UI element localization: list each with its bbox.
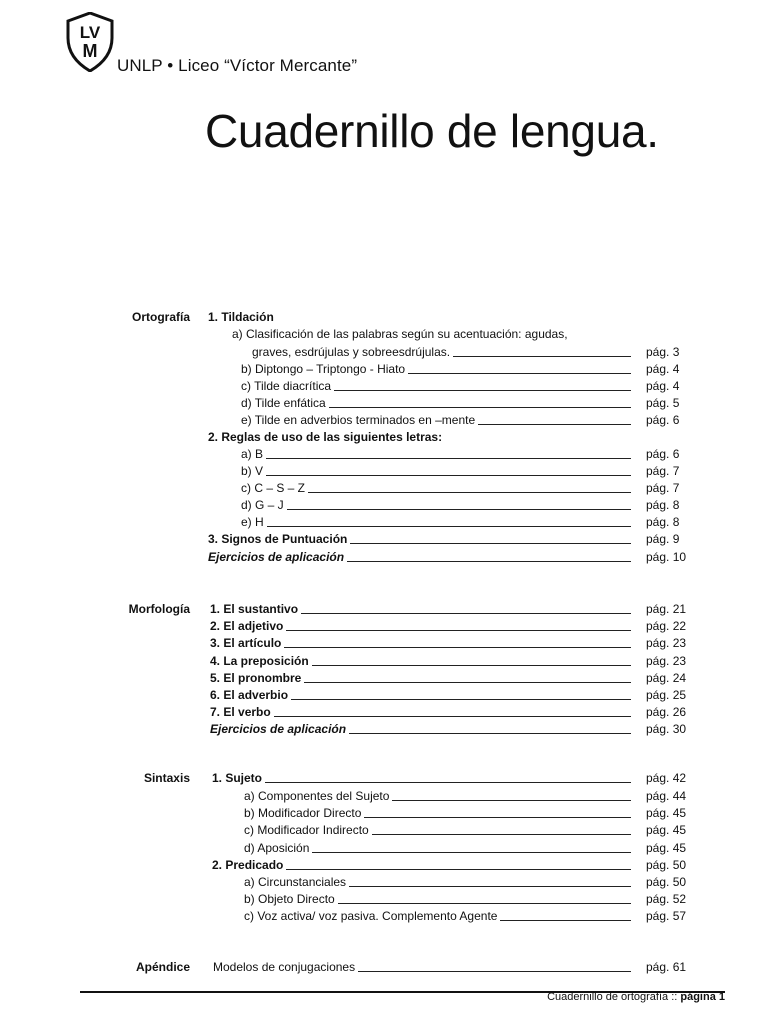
toc-entry-page: pág. 10 bbox=[646, 550, 687, 564]
toc-entry-title: graves, esdrújulas y sobreesdrújulas. bbox=[252, 345, 453, 360]
toc-entry-page: pág. 8 bbox=[646, 498, 680, 512]
toc-entry bbox=[0, 806, 768, 822]
toc-entry bbox=[0, 327, 768, 343]
toc-entry bbox=[0, 789, 768, 805]
dot-leader-line bbox=[241, 509, 631, 510]
toc-entry-page: pág. 50 bbox=[646, 875, 687, 889]
section-label: Sintaxis bbox=[143, 771, 190, 785]
toc-entry-title: 2. Predicado bbox=[212, 858, 286, 873]
toc-entry-page: pág. 8 bbox=[646, 515, 680, 529]
toc-entry-title: d) Tilde enfática bbox=[241, 396, 329, 411]
toc-entry-title: 2. Reglas de uso de las siguientes letras: bbox=[208, 430, 445, 445]
toc-entry-page: pág. 5 bbox=[646, 396, 680, 410]
toc-entry-title: 1. Tildación bbox=[208, 310, 277, 325]
toc-entry-title: c) Voz activa/ voz pasiva. Complemento Agente bbox=[244, 909, 500, 924]
toc-entry bbox=[0, 550, 768, 566]
section-label: Apéndice bbox=[135, 960, 190, 974]
toc-entry bbox=[0, 771, 768, 787]
dot-leader-line bbox=[241, 475, 631, 476]
toc-entry bbox=[0, 671, 768, 687]
toc-entry bbox=[0, 515, 768, 531]
toc-entry-page: pág. 22 bbox=[646, 619, 687, 633]
toc-entry bbox=[0, 892, 768, 908]
toc-entry bbox=[0, 532, 768, 548]
toc-entry-page: pág. 25 bbox=[646, 688, 687, 702]
toc-entry bbox=[0, 636, 768, 652]
toc-entry-page: pág. 6 bbox=[646, 413, 680, 427]
toc-entry bbox=[0, 960, 768, 976]
toc-entry bbox=[0, 841, 768, 857]
toc-entry-page: pág. 7 bbox=[646, 481, 680, 495]
toc-entry bbox=[0, 362, 768, 378]
toc-entry-page: pág. 4 bbox=[646, 379, 680, 393]
toc-entry bbox=[0, 619, 768, 635]
toc-entry-page: pág. 23 bbox=[646, 654, 687, 668]
toc-entry-title: b) Modificador Directo bbox=[244, 806, 364, 821]
toc-entry bbox=[0, 413, 768, 429]
toc-entry-page: pág. 23 bbox=[646, 636, 687, 650]
toc-entry bbox=[0, 430, 768, 446]
toc-entry-page: pág. 45 bbox=[646, 823, 687, 837]
page-footer bbox=[547, 991, 725, 1003]
toc-entry-title: b) Objeto Directo bbox=[244, 892, 338, 907]
dot-leader-line bbox=[241, 458, 631, 459]
toc-entry-title: c) Modificador Indirecto bbox=[244, 823, 372, 838]
toc-entry-title: Modelos de conjugaciones bbox=[213, 960, 358, 975]
toc-entry-page: pág. 45 bbox=[646, 806, 687, 820]
logo-m-text: M bbox=[82, 41, 98, 61]
toc-entry-title: d) G – J bbox=[241, 498, 287, 513]
toc-entry-title: e) H bbox=[241, 515, 267, 530]
toc-entry-page: pág. 61 bbox=[646, 960, 687, 974]
toc-entry bbox=[0, 688, 768, 704]
footer-text: Cuadernillo de ortografía :: bbox=[547, 991, 681, 1003]
toc-entry bbox=[0, 498, 768, 514]
toc-entry-page: pág. 7 bbox=[646, 464, 680, 478]
toc-entry bbox=[0, 654, 768, 670]
toc-entry-title: 4. La preposición bbox=[210, 654, 312, 669]
toc-entry bbox=[0, 481, 768, 497]
toc-entry-title: c) C – S – Z bbox=[241, 481, 308, 496]
toc-entry-title: a) Clasificación de las palabras según su acentuación: agudas, bbox=[232, 327, 571, 342]
toc-entry bbox=[0, 379, 768, 395]
toc-entry bbox=[0, 909, 768, 925]
toc-entry-title: a) Componentes del Sujeto bbox=[244, 789, 392, 804]
toc-entry-page: pág. 45 bbox=[646, 841, 687, 855]
toc-entry-title: 2. El adjetivo bbox=[210, 619, 286, 634]
toc-entry-page: pág. 57 bbox=[646, 909, 687, 923]
toc-entry bbox=[0, 345, 768, 361]
toc-entry-title: b) V bbox=[241, 464, 266, 479]
section-label: Ortografía bbox=[131, 310, 190, 324]
dot-leader-line bbox=[212, 782, 631, 783]
page-title: Cuadernillo de lengua. bbox=[205, 105, 659, 157]
toc-entry-page: pág. 50 bbox=[646, 858, 687, 872]
toc-entry-title: Ejercicios de aplicación bbox=[210, 722, 349, 737]
toc-entry bbox=[0, 705, 768, 721]
section-label: Morfología bbox=[128, 602, 190, 616]
toc-entry-title: 7. El verbo bbox=[210, 705, 274, 720]
logo-lv-text: LV bbox=[79, 23, 101, 42]
toc-entry-title: a) B bbox=[241, 447, 266, 462]
dot-leader-line bbox=[241, 526, 631, 527]
toc-entry-title: Ejercicios de aplicación bbox=[208, 550, 347, 565]
toc-entry-title: d) Aposición bbox=[244, 841, 312, 856]
toc-entry-title: b) Diptongo – Triptongo - Hiato bbox=[241, 362, 408, 377]
toc-entry-page: pág. 52 bbox=[646, 892, 687, 906]
toc-entry-page: pág. 42 bbox=[646, 771, 687, 785]
toc-entry bbox=[0, 447, 768, 463]
toc-entry-title: 5. El pronombre bbox=[210, 671, 304, 686]
toc-entry-title: 1. Sujeto bbox=[212, 771, 265, 786]
toc-entry-page: pág. 24 bbox=[646, 671, 687, 685]
toc-entry-page: pág. 4 bbox=[646, 362, 680, 376]
toc-entry-title: e) Tilde en adverbios terminados en –mente bbox=[241, 413, 478, 428]
institution-name: UNLP • Liceo “Víctor Mercante” bbox=[117, 56, 358, 75]
toc-entry bbox=[0, 602, 768, 618]
toc-entry-page: pág. 9 bbox=[646, 532, 680, 546]
toc-entry-page: pág. 26 bbox=[646, 705, 687, 719]
toc-entry-page: pág. 44 bbox=[646, 789, 687, 803]
toc-entry bbox=[0, 722, 768, 738]
toc-entry-title: 3. Signos de Puntuación bbox=[208, 532, 350, 547]
toc-entry bbox=[0, 875, 768, 891]
toc-entry bbox=[0, 310, 768, 326]
toc-entry bbox=[0, 823, 768, 839]
toc-entry-page: pág. 21 bbox=[646, 602, 687, 616]
toc-entry-page: pág. 30 bbox=[646, 722, 687, 736]
toc-entry-page: pág. 6 bbox=[646, 447, 680, 461]
toc-entry-page: pág. 3 bbox=[646, 345, 680, 359]
footer-page-number: página 1 bbox=[680, 991, 725, 1003]
toc-entry-title: 3. El artículo bbox=[210, 636, 284, 651]
toc-entry bbox=[0, 396, 768, 412]
toc-entry-title: 1. El sustantivo bbox=[210, 602, 301, 617]
toc-entry-title: c) Tilde diacrítica bbox=[241, 379, 334, 394]
toc-entry bbox=[0, 858, 768, 874]
toc-entry-title: a) Circunstanciales bbox=[244, 875, 349, 890]
toc-entry bbox=[0, 464, 768, 480]
toc-entry-title: 6. El adverbio bbox=[210, 688, 291, 703]
